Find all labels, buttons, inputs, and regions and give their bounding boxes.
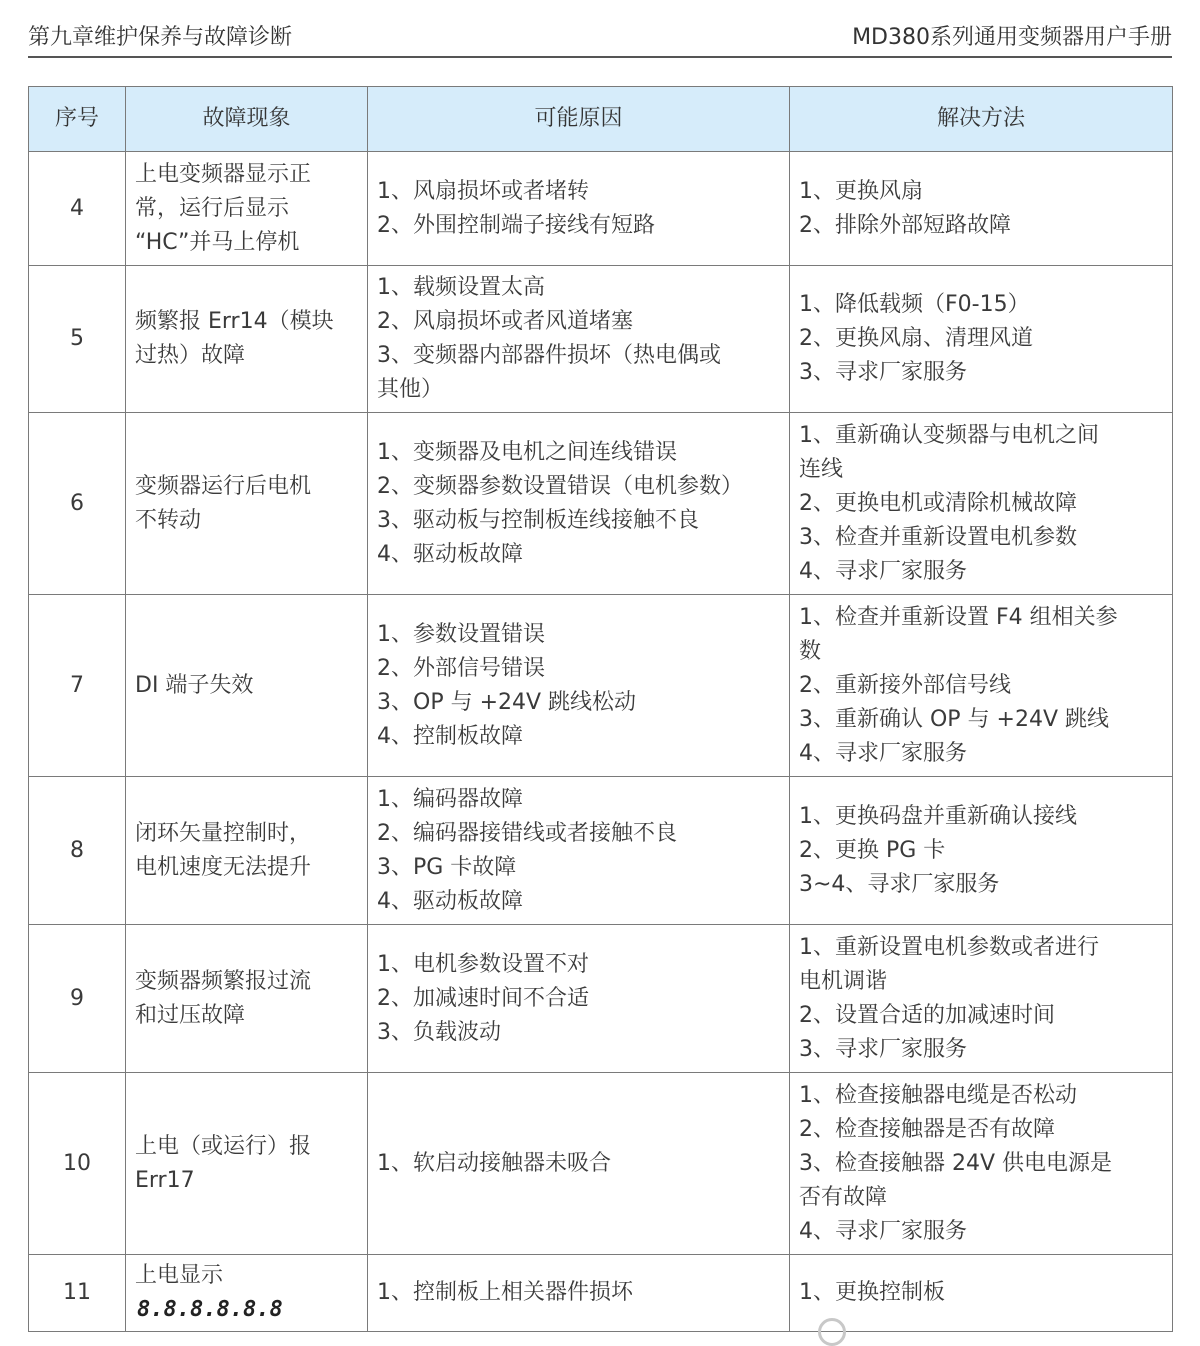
table-row	[29, 266, 1173, 413]
column-header-causes: 可能原因	[368, 87, 790, 152]
table-row	[29, 1255, 1173, 1332]
symptom-line: 变频器频繁报过流	[135, 968, 312, 994]
column-header-symptom: 故障现象	[126, 87, 368, 152]
solutions	[790, 595, 1173, 777]
table-row	[29, 1073, 1173, 1255]
row-number: 9	[29, 925, 126, 1073]
symptom-line: “HC”并马上停机	[135, 229, 300, 255]
symptom-line: 上电显示	[135, 1263, 224, 1288]
cause-item: 3、驱动板与控制板连线接触不良	[377, 507, 699, 533]
fault-symptom	[126, 1073, 368, 1255]
solution-item: 2、检查接触器是否有故障	[799, 1116, 1055, 1142]
solution-item: 1、更换控制板	[799, 1280, 945, 1305]
seven-segment-display-readout: 8.8.8.8.8.8	[137, 1297, 283, 1322]
solution-item: 1、降低载频（F0-15）	[799, 292, 1030, 317]
chapter-title: 第九章维护保养与故障诊断	[28, 25, 293, 50]
possible-causes	[368, 413, 790, 595]
solution-item: 2、设置合适的加减速时间	[799, 1002, 1055, 1028]
fault-symptom	[126, 413, 368, 595]
row-number: 4	[29, 152, 126, 266]
table-row	[29, 595, 1173, 777]
symptom-line: 常，运行后显示	[135, 195, 290, 221]
fault-symptom	[126, 925, 368, 1073]
solution-item: 连线	[799, 456, 844, 482]
fault-symptom	[126, 152, 368, 266]
symptom-line: Err17	[135, 1167, 195, 1193]
possible-causes	[368, 1073, 790, 1255]
solution-item: 2、更换风扇、清理风道	[799, 326, 1033, 351]
symptom-line: 变频器运行后电机	[135, 473, 312, 499]
table-header-row	[29, 87, 1173, 152]
table-row	[29, 152, 1173, 266]
possible-causes	[368, 152, 790, 266]
possible-causes	[368, 595, 790, 777]
solution-item: 2、更换 PG 卡	[799, 837, 946, 863]
solution-item: 2、排除外部短路故障	[799, 212, 1011, 238]
cause-item: 4、驱动板故障	[377, 541, 523, 567]
solutions	[790, 266, 1173, 413]
solution-item: 1、重新确认变频器与电机之间	[799, 422, 1099, 448]
fault-symptom	[126, 266, 368, 413]
solution-item: 3、检查接触器 24V 供电电源是	[799, 1150, 1113, 1176]
solution-item: 3、检查并重新设置电机参数	[799, 524, 1077, 550]
symptom-line: 频繁报 Err14（模块	[135, 309, 334, 334]
symptom-line: 上电变频器显示正	[135, 161, 312, 187]
possible-causes	[368, 925, 790, 1073]
row-number: 6	[29, 413, 126, 595]
possible-causes	[368, 777, 790, 925]
cause-item: 1、变频器及电机之间连线错误	[377, 439, 677, 465]
possible-causes	[368, 1255, 790, 1332]
column-header-solutions: 解决方法	[790, 87, 1173, 152]
cause-item: 1、风扇损坏或者堵转	[377, 178, 589, 204]
table-row	[29, 777, 1173, 925]
solution-item: 否有故障	[799, 1184, 888, 1210]
fault-symptom	[126, 595, 368, 777]
solutions	[790, 925, 1173, 1073]
row-number: 7	[29, 595, 126, 777]
solution-item: 3、寻求厂家服务	[799, 360, 967, 385]
solution-item: 3、寻求厂家服务	[799, 1036, 967, 1062]
column-header-no: 序号	[29, 87, 126, 152]
solution-item: 4、寻求厂家服务	[799, 558, 967, 584]
solution-item: 1、重新设置电机参数或者进行	[799, 934, 1099, 960]
row-number: 8	[29, 777, 126, 925]
cause-item: 2、变频器参数设置错误（电机参数）	[377, 473, 743, 499]
solution-item: 1、更换码盘并重新确认接线	[799, 803, 1077, 829]
solution-item: 电机调谐	[799, 968, 888, 994]
cause-item: 其他）	[377, 377, 444, 402]
solution-item: 4、寻求厂家服务	[799, 740, 967, 766]
cause-item: 4、控制板故障	[377, 723, 523, 749]
row-number: 11	[29, 1255, 126, 1332]
solution-item: 4、寻求厂家服务	[799, 1218, 967, 1244]
solution-item: 1、检查接触器电缆是否松动	[799, 1082, 1077, 1108]
fault-diagnosis-table	[28, 86, 1173, 1332]
watermark-logo-icon	[818, 1318, 846, 1346]
symptom-line: 不转动	[135, 507, 202, 533]
symptom-line: DI 端子失效	[135, 672, 254, 698]
solution-item: 3~4、寻求厂家服务	[799, 871, 1000, 897]
solution-item: 1、更换风扇	[799, 178, 923, 204]
solution-item: 3、重新确认 OP 与 +24V 跳线	[799, 706, 1110, 732]
cause-item: 1、编码器故障	[377, 786, 523, 812]
fault-symptom	[126, 777, 368, 925]
table-row	[29, 413, 1173, 595]
row-number: 5	[29, 266, 126, 413]
table-row	[29, 925, 1173, 1073]
cause-item: 1、软启动接触器未吸合	[377, 1150, 611, 1176]
cause-item: 4、驱动板故障	[377, 888, 523, 914]
solutions	[790, 413, 1173, 595]
solution-item: 2、更换电机或清除机械故障	[799, 490, 1077, 516]
solutions	[790, 777, 1173, 925]
cause-item: 3、负载波动	[377, 1019, 501, 1045]
cause-item: 2、加减速时间不合适	[377, 985, 589, 1011]
cause-item: 1、控制板上相关器件损坏	[377, 1280, 633, 1305]
solution-item: 2、重新接外部信号线	[799, 672, 1011, 698]
cause-item: 2、编码器接错线或者接触不良	[377, 820, 677, 846]
symptom-line: 电机速度无法提升	[135, 854, 312, 880]
symptom-line: 上电（或运行）报	[135, 1133, 312, 1159]
cause-item: 3、PG 卡故障	[377, 854, 517, 880]
cause-item: 3、变频器内部器件损坏（热电偶或	[377, 343, 721, 368]
solutions	[790, 152, 1173, 266]
row-number: 10	[29, 1073, 126, 1255]
fault-symptom	[126, 1255, 368, 1332]
symptom-line: 闭环矢量控制时，	[135, 820, 312, 846]
cause-item: 1、参数设置错误	[377, 621, 545, 647]
cause-item: 1、载频设置太高	[377, 275, 545, 300]
symptom-line: 过热）故障	[135, 343, 246, 368]
solutions	[790, 1073, 1173, 1255]
cause-item: 2、外部信号错误	[377, 655, 545, 681]
cause-item: 2、风扇损坏或者风道堵塞	[377, 309, 633, 334]
cause-item: 2、外围控制端子接线有短路	[377, 212, 655, 238]
page-header	[28, 18, 1172, 58]
cause-item: 3、OP 与 +24V 跳线松动	[377, 689, 637, 715]
manual-title: MD380系列通用变频器用户手册	[852, 25, 1172, 50]
solution-item: 1、检查并重新设置 F4 组相关参	[799, 604, 1118, 630]
solutions	[790, 1255, 1173, 1332]
cause-item: 1、电机参数设置不对	[377, 951, 589, 977]
possible-causes	[368, 266, 790, 413]
solution-item: 数	[799, 638, 822, 664]
symptom-line: 和过压故障	[135, 1002, 246, 1028]
